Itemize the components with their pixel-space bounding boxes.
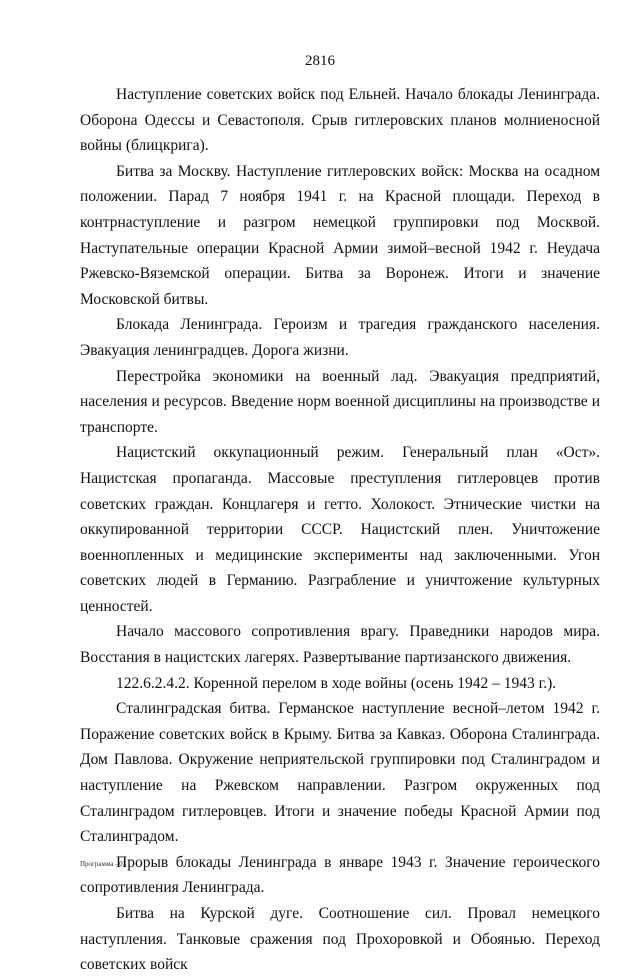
- paragraph: Сталинградская битва. Германское наступление весной–летом 1942 г. Поражение советских войск в Крыму. Битва за Кавказ. Оборона Сталинграда. Дом Павлова. Окружение неприятельской группировки под Сталинградом и наступление на Ржевском направлении. Разгром окруженных под Сталинградом гитлеровцев. Итоги и значение победы Красной Армии под Сталинградом.: [80, 700, 600, 846]
- section-heading: 122.6.2.4.2. Коренной перелом в ходе войны (осень 1942 – 1943 г.).: [116, 674, 557, 692]
- paragraph: Нацистский оккупационный режим. Генеральный план «Ост». Нацистская пропаганда. Массовые преступления гитлеровцев против советских граждан. Концлагеря и гетто. Холокост. Этнические чистки на оккупированной территории СССР. Нацистский плен. Уничтожение военнопленных и медицинские эксперименты над заключенными. Угон советских людей в Германию. Разграбление и уничтожение культурных ценностей.: [80, 444, 600, 615]
- page-number: 2816: [305, 53, 335, 69]
- paragraph: Битва на Курской дуге. Соотношение сил. Провал немецкого наступления. Танковые сражения под Прохоровкой и Обоянью. Переход советских войск: [80, 905, 600, 974]
- footer-code: Программа - 03: [80, 860, 127, 868]
- paragraph: Блокада Ленинграда. Героизм и трагедия гражданского населения. Эвакуация ленинградцев. Дорога жизни.: [80, 316, 600, 359]
- paragraph: Перестройка экономики на военный лад. Эвакуация предприятий, населения и ресурсов. Введение норм военной дисциплины на производстве и транспорте.: [80, 367, 600, 436]
- paragraph: Битва за Москву. Наступление гитлеровских войск: Москва на осадном положении. Парад 7 ноября 1941 г. на Красной площади. Переход в контрнаступление и разгром немецкой группировки под Москвой. Наступательные операции Красной Армии зимой–весной 1942 г. Неудача Ржевско-Вяземской операции. Битва за Воронеж. Итоги и значение Московской битвы.: [80, 162, 600, 308]
- document-body: [80, 82, 600, 978]
- paragraph: Начало массового сопротивления врагу. Праведники народов мира. Восстания в нацистских лагерях. Развертывание партизанского движения.: [80, 623, 600, 667]
- paragraph: Наступление советских войск под Ельней. Начало блокады Ленинграда. Оборона Одессы и Севастополя. Срыв гитлеровских планов молниеносной войны (блицкрига).: [80, 86, 600, 155]
- paragraph: Прорыв блокады Ленинграда в январе 1943 г. Значение героического сопротивления Ленинграда.: [80, 853, 600, 897]
